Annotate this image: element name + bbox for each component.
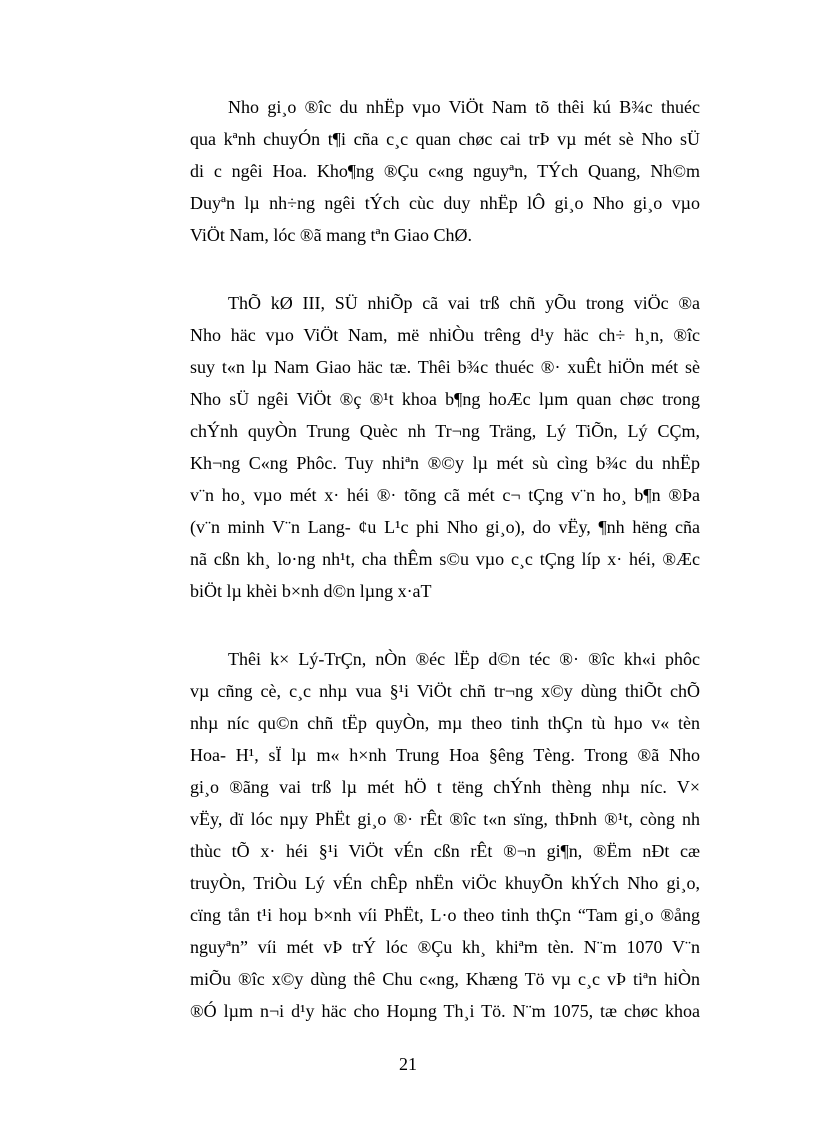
- paragraph-2-line-9: nã cßn kh¸ lo·ng nh¹t, cha thÊm s©u vµo c¸c tÇng líp x· héi, ®Æc: [190, 549, 700, 569]
- paragraph-1-line-2: qua kªnh chuyÓn t¶i cña c¸c quan chøc cai trÞ vµ mét sè Nho sÜ: [190, 129, 700, 149]
- paragraph-3-line-5: gi¸o ®ãng vai trß lµ mét hÖ t tëng chÝnh thèng nhµ níc. V×: [190, 777, 700, 797]
- paragraph-2-line-7: v¨n ho¸ vµo mét x· héi ®· tõng cã mét c¬ tÇng v¨n ho¸ b¶n ®Þa: [190, 485, 700, 505]
- paragraph-1-line-1: Nho gi¸o ®îc du nhËp vµo ViÖt Nam tõ thêi kú B¾c thuéc: [228, 97, 700, 117]
- paragraph-3-line-1: Thêi k× Lý-TrÇn, nÒn ®éc lËp d©n téc ®· ®îc kh«i phôc: [228, 649, 700, 669]
- paragraph-3-line-7: thùc tÕ x· héi §¹i ViÖt vÉn cßn rÊt ®¬n gi¶n, ®Ëm nÐt cæ: [190, 841, 700, 861]
- paragraph-2-line-6: Kh¬ng C«ng Phôc. Tuy nhiªn ®©y lµ mét sù cìng b¾c du nhËp: [190, 453, 700, 473]
- paragraph-2-line-1: ThÕ kØ III, SÜ nhiÕp cã vai trß chñ yÕu trong viÖc ®a: [228, 293, 700, 313]
- paragraph-2-line-3: suy t«n lµ Nam Giao häc tæ. Thêi b¾c thuéc ®· xuÊt hiÖn mét sè: [190, 357, 700, 377]
- paragraph-2-line-10: biÖt lµ khèi b×nh d©n lµng x·aT: [190, 581, 432, 601]
- paragraph-3-line-4: Hoa- H¹, sÏ lµ m« h×nh Trung Hoa §êng Tèng. Trong ®ã Nho: [190, 745, 700, 765]
- paragraph-3-line-3: nhµ níc qu©n chñ tËp quyÒn, mµ theo tinh thÇn tù hµo v« tèn: [190, 713, 700, 733]
- paragraph-3-line-2: vµ cñng cè, c¸c nhµ vua §¹i ViÖt chñ tr¬ng x©y dùng thiÕt chÕ: [190, 681, 700, 701]
- paragraph-3-line-9: cïng tån t¹i hoµ b×nh víi PhËt, L·o theo tinh thÇn “Tam gi¸o ®ång: [190, 905, 700, 925]
- paragraph-1-line-5: ViÖt Nam, lóc ®ã mang tªn Giao ChØ.: [190, 225, 473, 245]
- page-number: 21: [399, 1054, 417, 1074]
- paragraph-1-line-3: di c ngêi Hoa. Kho¶ng ®Çu c«ng nguyªn, TÝch Quang, Nh©m: [190, 161, 700, 181]
- paragraph-3-line-6: vËy, dï lóc nµy PhËt gi¸o ®· rÊt ®îc t«n sïng, thÞnh ®¹t, còng nh: [190, 809, 700, 829]
- paragraph-2-line-8: (v¨n minh V¨n Lang- ¢u L¹c phi Nho gi¸o), do vËy, ¶nh hëng cña: [190, 517, 700, 537]
- paragraph-3-line-8: truyÒn, TriÒu Lý vÉn chÊp nhËn viÖc khuyÕn khÝch Nho gi¸o,: [190, 873, 700, 893]
- paragraph-3-line-12: ®Ó lµm n¬i d¹y häc cho Hoµng Th¸i Tö. N¨m 1075, tæ chøc khoa: [190, 1001, 700, 1021]
- paragraph-2-line-5: chÝnh quyÒn Trung Quèc nh Tr¬ng Träng, Lý TiÕn, Lý CÇm,: [190, 421, 700, 441]
- paragraph-3-line-11: miÕu ®îc x©y dùng thê Chu c«ng, Khæng Tö vµ c¸c vÞ tiªn hiÒn: [190, 969, 700, 989]
- paragraph-1-line-4: Duyªn lµ nh÷ng ngêi tÝch cùc duy nhËp lÔ gi¸o Nho gi¸o vµo: [190, 193, 700, 213]
- paragraph-2-line-4: Nho sÜ ngêi ViÖt ®ç ®¹t khoa b¶ng hoÆc lµm quan chøc trong: [190, 389, 700, 409]
- paragraph-3-line-10: nguyªn” víi mét vÞ trÝ lóc ®Çu kh¸ khiªm tèn. N¨m 1070 V¨n: [190, 937, 700, 957]
- paragraph-2-line-2: Nho häc vµo ViÖt Nam, më nhiÒu trêng d¹y häc ch÷ h¸n, ®îc: [190, 325, 700, 345]
